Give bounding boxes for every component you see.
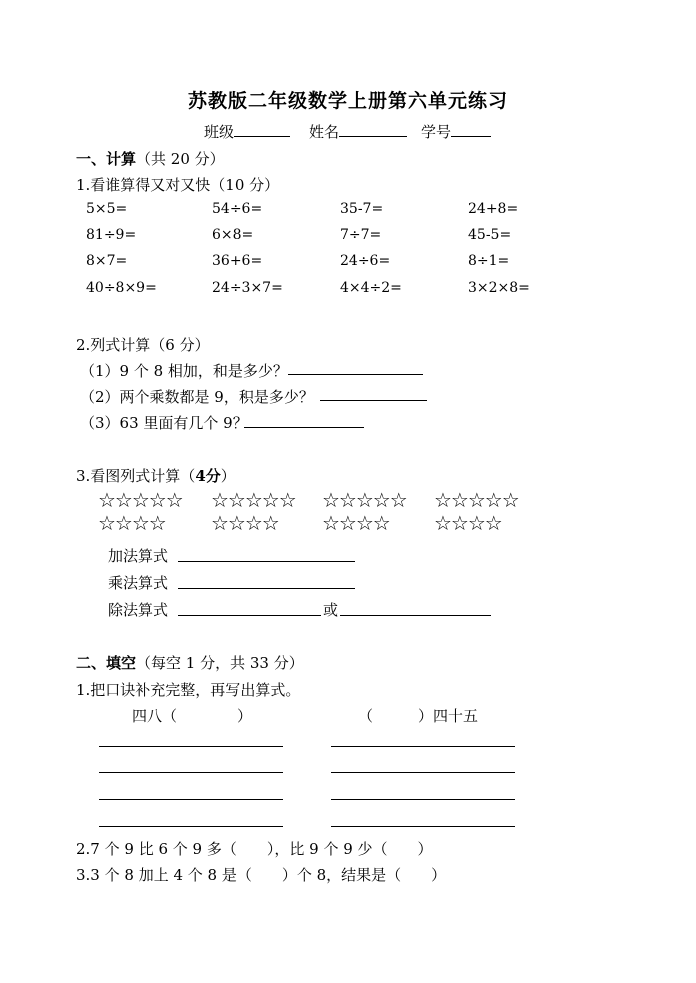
q2-answer-line-2[interactable] bbox=[320, 400, 427, 401]
division-label: 除法算式 bbox=[108, 601, 169, 619]
q3-label-points: 4分 bbox=[195, 467, 221, 485]
q3-label-end: ） bbox=[220, 467, 236, 485]
addition-answer-line[interactable] bbox=[178, 561, 355, 562]
calc-r1-c3: 35-7= bbox=[340, 201, 384, 217]
f1-label: 1.把口诀补充完整，再写出算式。 bbox=[76, 681, 301, 699]
f1-left-line-4[interactable] bbox=[99, 826, 283, 827]
f1-left-line-3[interactable] bbox=[99, 799, 283, 800]
q1-label: 1.看谁算得又对又快（10 分） bbox=[76, 176, 280, 194]
f1-right-line-4[interactable] bbox=[331, 826, 515, 827]
calc-r1-c1: 5×5= bbox=[86, 201, 128, 217]
class-field[interactable] bbox=[204, 121, 290, 142]
section2-heading bbox=[76, 652, 304, 673]
f1-left-rhyme: 四八（ ） bbox=[132, 707, 253, 725]
page-title: 苏教版二年级数学上册第六单元练习 bbox=[187, 90, 508, 112]
f1-right-rhyme: （ ）四十五 bbox=[358, 707, 479, 725]
name-blank[interactable] bbox=[339, 122, 407, 137]
or-label: 或 bbox=[323, 601, 339, 619]
section1-note: （共 20 分） bbox=[136, 150, 225, 168]
q2-item-2: （2）两个乘数都是 9，积是多少？ bbox=[80, 388, 314, 406]
calc-r3-c3: 24÷6= bbox=[340, 253, 391, 269]
section1-num: 一、 bbox=[76, 150, 107, 168]
f1-right-line-3[interactable] bbox=[331, 799, 515, 800]
calc-r2-c1: 81÷9= bbox=[86, 227, 137, 243]
star-group-2-row1: ☆☆☆☆☆ bbox=[211, 488, 296, 512]
q3-label bbox=[76, 465, 236, 486]
f1-left-line-2[interactable] bbox=[99, 772, 283, 773]
star-group-3-row1: ☆☆☆☆☆ bbox=[322, 488, 407, 512]
section1-name: 计算 bbox=[106, 150, 137, 168]
section2-name: 填空 bbox=[106, 654, 137, 672]
f2-question: 2.7 个 9 比 6 个 9 多（ ），比 9 个 9 少（ ） bbox=[76, 840, 433, 858]
section2-num: 二、 bbox=[76, 654, 107, 672]
q2-item-3: （3）63 里面有几个 9？ bbox=[80, 414, 248, 432]
class-label: 班级 bbox=[204, 123, 235, 141]
star-group-1-row1: ☆☆☆☆☆ bbox=[98, 488, 183, 512]
calc-r4-c3: 4×4÷2= bbox=[340, 280, 402, 296]
q2-answer-line-3[interactable] bbox=[244, 427, 364, 428]
calc-r2-c2: 6×8= bbox=[212, 227, 254, 243]
number-blank[interactable] bbox=[451, 122, 491, 137]
multiplication-label: 乘法算式 bbox=[108, 574, 169, 592]
division-answer-line-1[interactable] bbox=[178, 615, 321, 616]
star-group-4-row1: ☆☆☆☆☆ bbox=[434, 488, 519, 512]
number-label: 学号 bbox=[421, 123, 452, 141]
f3-question: 3.3 个 8 加上 4 个 8 是（ ）个 8，结果是（ ） bbox=[76, 866, 447, 884]
star-group-4-row2: ☆☆☆☆ bbox=[434, 511, 502, 535]
number-field[interactable] bbox=[421, 121, 491, 142]
division-answer-line-2[interactable] bbox=[340, 615, 491, 616]
q2-answer-line-1[interactable] bbox=[288, 374, 423, 375]
calc-r3-c4: 8÷1= bbox=[468, 253, 510, 269]
q3-label-start: 3.看图列式计算（ bbox=[76, 467, 196, 485]
q2-item-1: （1）9 个 8 相加，和是多少？ bbox=[80, 362, 288, 380]
multiplication-answer-line[interactable] bbox=[178, 588, 355, 589]
calc-r3-c1: 8×7= bbox=[86, 253, 128, 269]
f1-right-line-1[interactable] bbox=[331, 746, 515, 747]
name-label: 姓名 bbox=[309, 123, 340, 141]
name-field[interactable] bbox=[309, 121, 407, 142]
f1-right-line-2[interactable] bbox=[331, 772, 515, 773]
star-group-2-row2: ☆☆☆☆ bbox=[211, 511, 279, 535]
section2-note: （每空 1 分，共 33 分） bbox=[136, 654, 304, 672]
section1-heading bbox=[76, 148, 225, 169]
calc-r2-c4: 45-5= bbox=[468, 227, 512, 243]
calc-r3-c2: 36+6= bbox=[212, 253, 263, 269]
calc-r1-c2: 54÷6= bbox=[212, 201, 263, 217]
q2-label: 2.列式计算（6 分） bbox=[76, 336, 210, 354]
f1-left-line-1[interactable] bbox=[99, 746, 283, 747]
calc-r1-c4: 24+8= bbox=[468, 201, 519, 217]
calc-r4-c4: 3×2×8= bbox=[468, 280, 530, 296]
star-group-3-row2: ☆☆☆☆ bbox=[322, 511, 390, 535]
addition-label: 加法算式 bbox=[108, 547, 169, 565]
calc-r4-c2: 24÷3×7= bbox=[212, 280, 283, 296]
class-blank[interactable] bbox=[234, 122, 290, 137]
calc-r4-c1: 40÷8×9= bbox=[86, 280, 157, 296]
calc-r2-c3: 7÷7= bbox=[340, 227, 382, 243]
star-group-1-row2: ☆☆☆☆ bbox=[98, 511, 166, 535]
